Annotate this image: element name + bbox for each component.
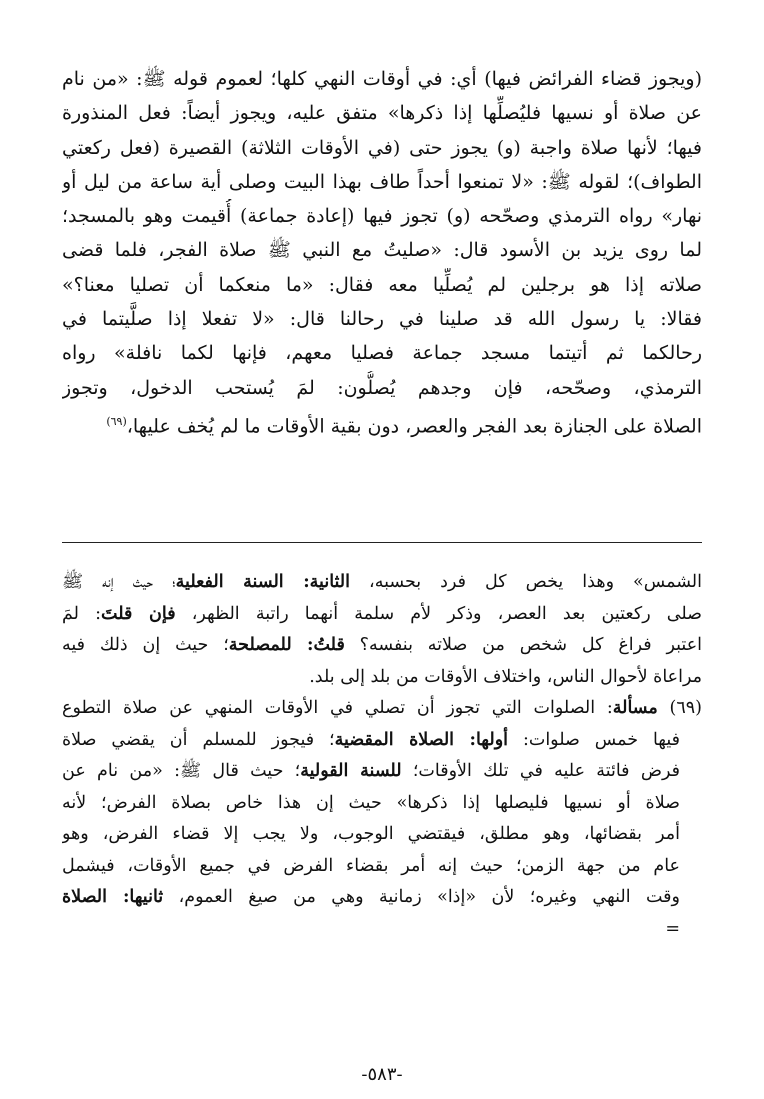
footnote-text: الشمس» وهذا يخص كل فرد بحسبه، bbox=[350, 572, 702, 592]
footnote-line bbox=[62, 819, 702, 851]
footnote-line bbox=[62, 599, 702, 631]
footnote-bold-phrase: ثانيها: الصلاة bbox=[62, 887, 164, 907]
footnote-text: صلاة أو نسيها فليصلها إذا ذكرها» حيث إن هذا خاص بصلاة الفرض؛ لأنه bbox=[62, 792, 680, 813]
main-text bbox=[62, 62, 702, 444]
footnote-text: فيها خمس صلوات: bbox=[508, 729, 681, 750]
footnote-text: صلى ركعتين بعد العصر، وذكر لأم سلمة أنهما راتبة الظهر، bbox=[175, 603, 702, 624]
footnote-bold-phrase: أولها: الصلاة المقضية bbox=[334, 729, 509, 750]
footnote-text: وقت النهي وغيره؛ لأن «إذا» زمانية وهي من صيغ العموم، bbox=[163, 887, 680, 907]
main-text-line: الطواف)؛ لقوله ﷺ: «لا تمنعوا أحداً طاف بهذا البيت وصلى أية ساعة من ليل أو bbox=[62, 170, 702, 193]
footnote-text: ؛ حيث إنه ﷺ bbox=[62, 572, 176, 592]
footnote-line bbox=[62, 567, 702, 599]
footnote-bold-phrase: فإن قلتَ bbox=[101, 603, 176, 624]
main-text-line: الترمذي، وصحّحه، فإن وجدهم يُصلُّون: لمَ يُستحب الدخول، وتجوز bbox=[62, 376, 702, 399]
main-text-line: نهار» رواه الترمذي وصحّحه (و) تجوز فيها (إعادة جماعة) أُقيمت وهو بالمسجد؛ bbox=[62, 205, 702, 228]
footnote-text: مراعاة لأحوال الناس، واختلاف الأوقات من بلد إلى بلد. bbox=[309, 666, 702, 687]
footnote-line bbox=[62, 662, 702, 694]
footnote-text: ؛ حيث إن ذلك فيه bbox=[62, 635, 229, 655]
footnote-line bbox=[62, 788, 702, 820]
footnote-line bbox=[62, 851, 702, 883]
main-text-line: فيها؛ لأنها صلاة واجبة (و) يجوز حتى (في الأوقات الثلاثة) القصيرة (فعل ركعتي bbox=[62, 136, 702, 159]
footnote-text: اعتبر فراغ كل شخص من صلاته بنفسه؟ bbox=[344, 635, 702, 655]
main-text-line: صلاته إذا هو برجلين لم يُصلِّيا معه فقال: «ما منعكما أن تصليا معنا؟» bbox=[62, 273, 702, 296]
footnote-text: : لمَ bbox=[62, 603, 102, 624]
footnote-line bbox=[62, 693, 702, 725]
footnote-line bbox=[62, 756, 702, 788]
main-text-line: فقالا: يا رسول الله قد صلينا في رحالنا قال: «لا تفعلا إذا صلَّيتما في bbox=[62, 308, 702, 331]
footnote-text: أمر بقضائها، وهو مطلق، فيقتضي الوجوب، ولا يجب إلا قضاء الفرض، وهو bbox=[62, 824, 680, 844]
footnote-bold-phrase: للسنة القولية bbox=[300, 761, 402, 781]
main-text-line: رحالكما ثم أتيتما مسجد جماعة فصليا معهم، فإنها لكما نافلة» رواه bbox=[62, 342, 702, 365]
footnote-bold-phrase: مسألة bbox=[612, 698, 658, 718]
footnote-text: فرض فائتة عليه في تلك الأوقات؛ bbox=[401, 761, 681, 781]
footnote-text: : الصلوات التي تجوز أن تصلي في الأوقات المنهي عن صلاة التطوع bbox=[62, 698, 613, 718]
main-text-line: لما روى يزيد بن الأسود قال: «صليتُ مع النبي ﷺ صلاة الفجر، فلما قضى bbox=[62, 239, 702, 262]
footnote-line bbox=[62, 725, 702, 757]
footnote-text: ؛ حيث قال ﷺ: «من نام عن bbox=[62, 761, 301, 781]
footnote-text: ؛ فيجوز للمسلم أن يقضي صلاة bbox=[62, 729, 335, 750]
footnote-reference: (٦٩) bbox=[106, 414, 127, 428]
footnote-line bbox=[62, 630, 702, 662]
footnote-bold-phrase: قلتُ: للمصلحة bbox=[228, 635, 345, 655]
footnote-divider bbox=[62, 542, 702, 543]
footnote-line bbox=[62, 882, 702, 914]
continuation-mark: = bbox=[665, 918, 680, 939]
footnote-text: (٦٩) bbox=[657, 698, 702, 718]
page-body bbox=[62, 62, 702, 1059]
footnotes bbox=[62, 567, 702, 945]
main-text-line: عن صلاة أو نسيها فليُصلِّها إذا ذكرها» متفق عليه، ويجوز أيضاً: فعل المنذورة bbox=[62, 102, 702, 125]
main-text-line: الصلاة على الجنازة بعد الفجر والعصر، دون بقية الأوقات ما لم يُخف عليها،$^{(٦٩)}$ bbox=[106, 414, 702, 438]
page-number: -٥٨٣- bbox=[361, 1064, 403, 1085]
footnote-text: عام من جهة الزمن؛ حيث إنه أمر بقضاء الفرض في جميع الأوقات، فيشمل bbox=[62, 855, 680, 876]
footnote-bold-phrase: الثانية: السنة الفعلية bbox=[175, 572, 351, 592]
main-text-line: (ويجوز قضاء الفرائض فيها) أي: في أوقات النهي كلها؛ لعموم قوله ﷺ: «من نام bbox=[62, 68, 702, 90]
